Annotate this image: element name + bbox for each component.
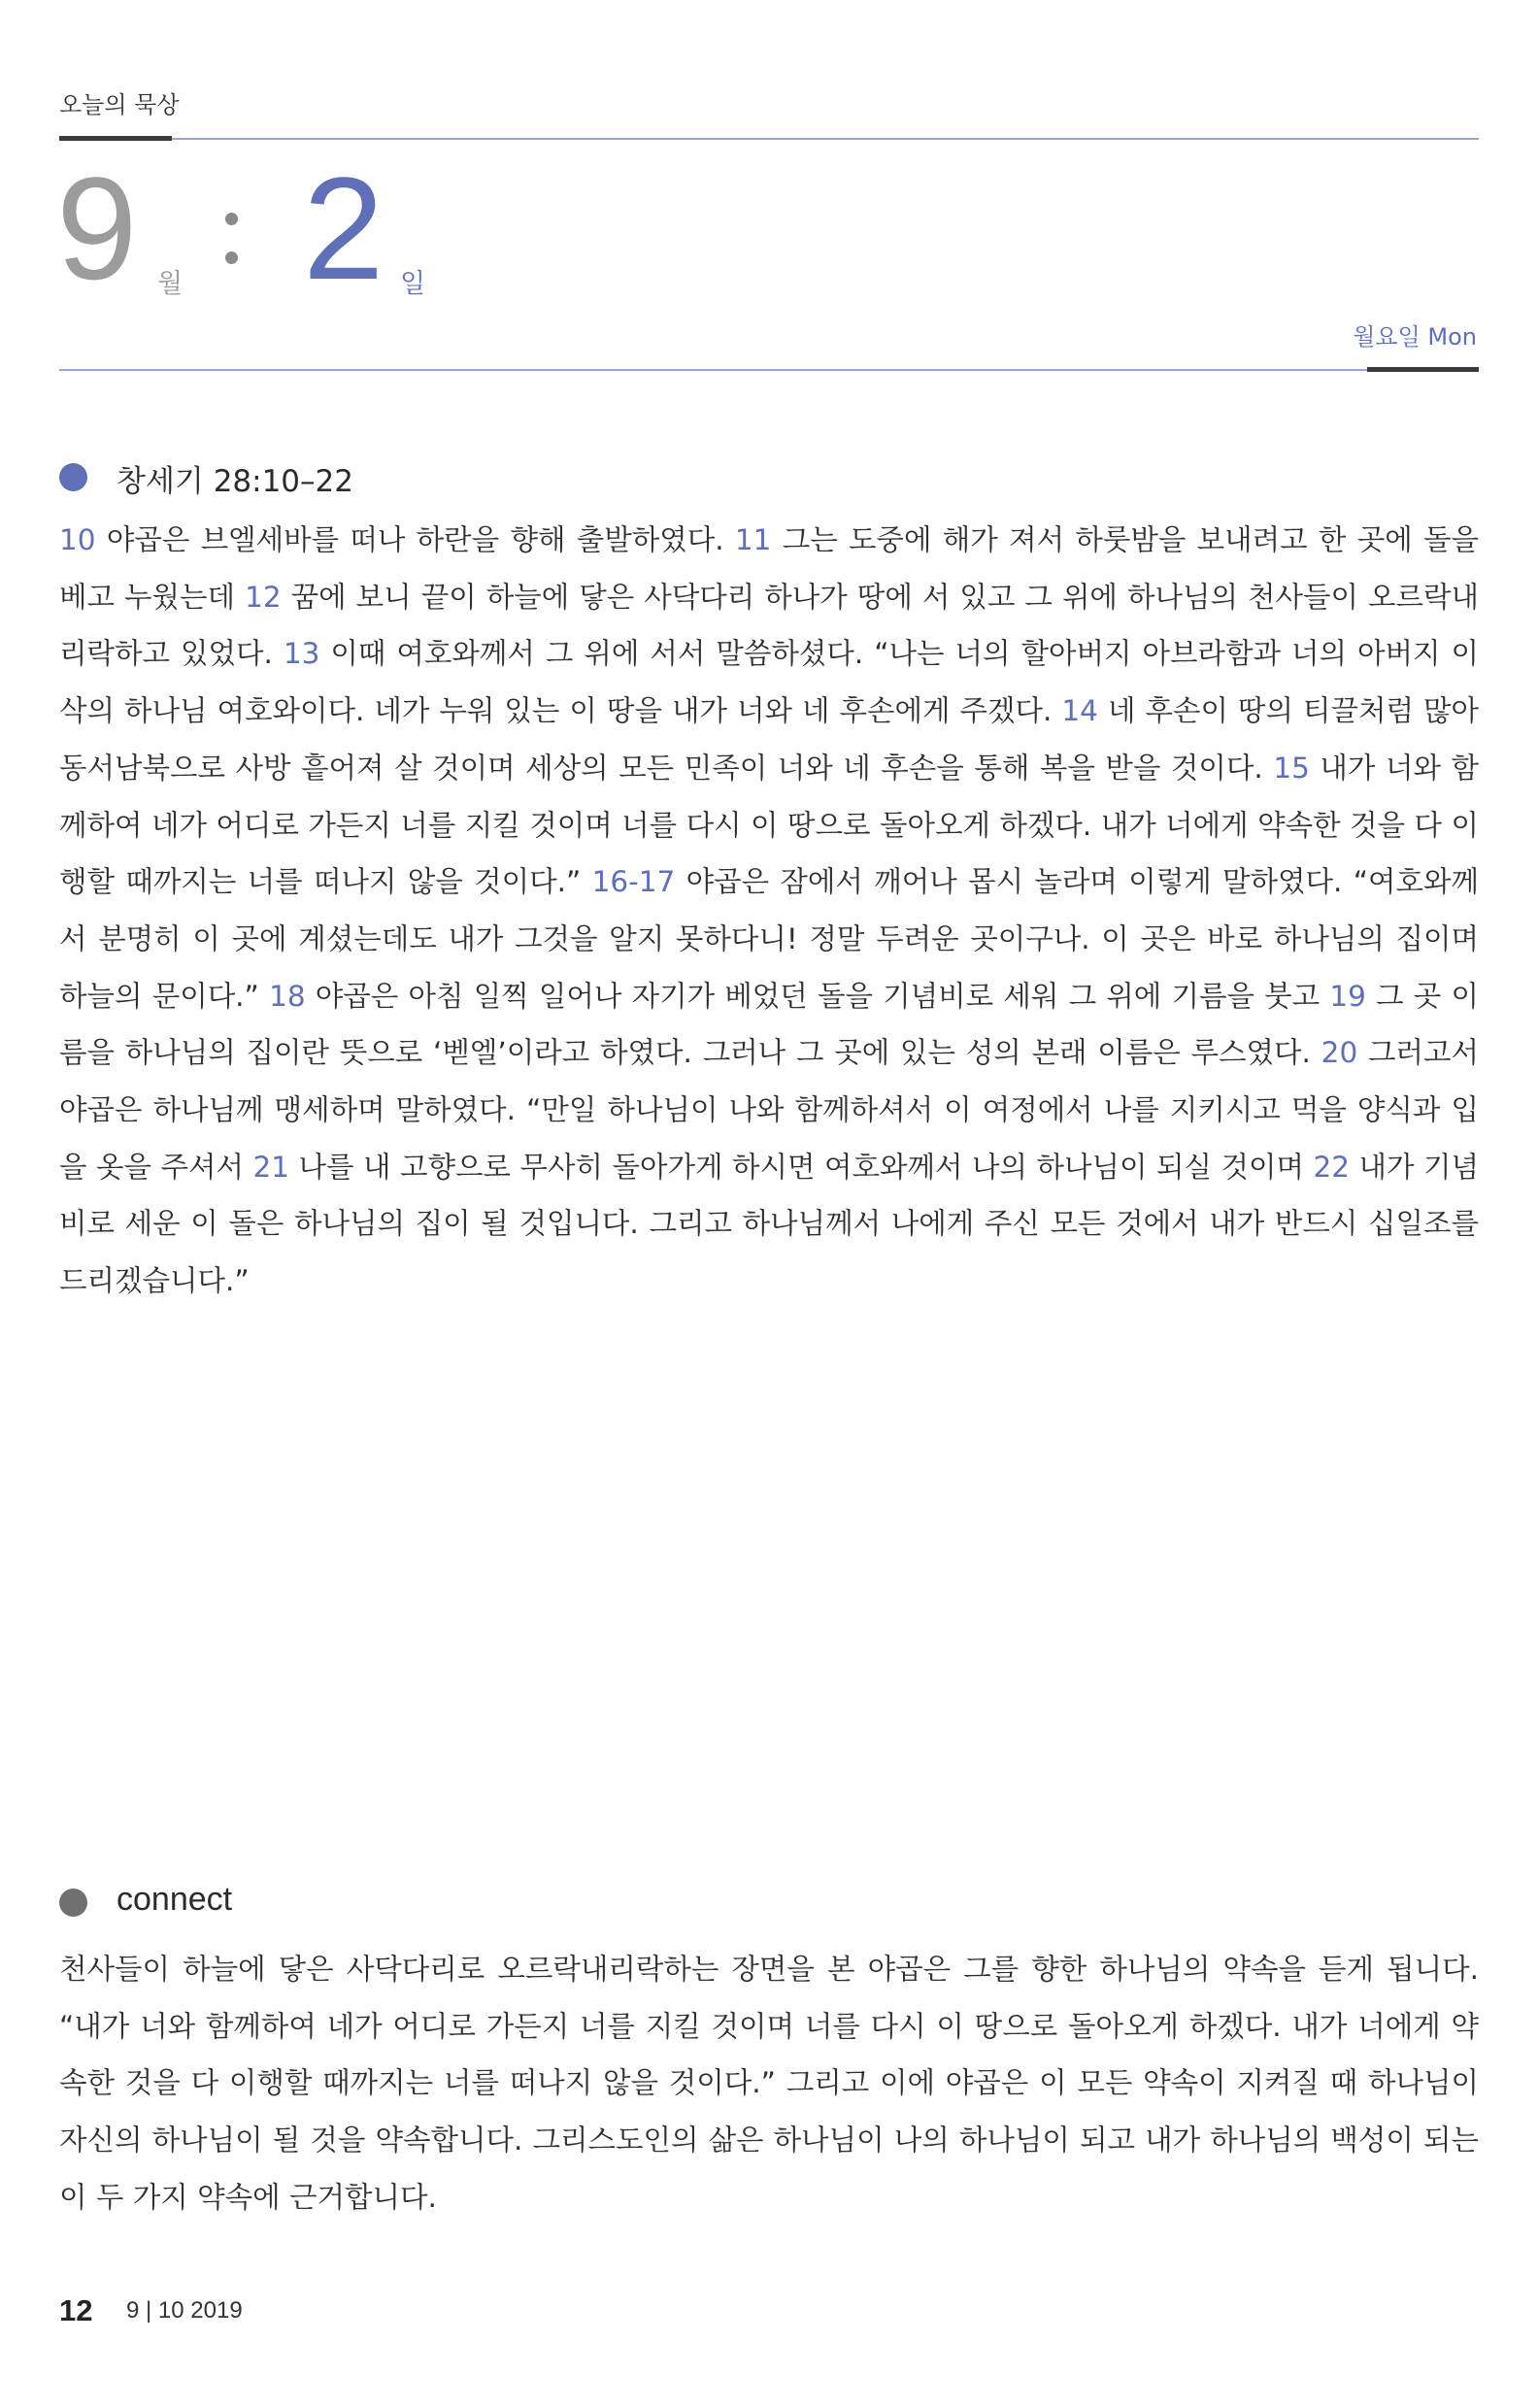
header-accent-bar xyxy=(59,136,172,141)
header-divider xyxy=(59,138,1479,140)
verse-text: 그는 도중에 해가 져서 하룻밤을 보내려고 한 곳에 돌을 베고 누웠는데 xyxy=(59,523,1479,614)
verse-number: 19 xyxy=(1329,979,1366,1013)
scripture-title: 창세기 28:10–22 xyxy=(117,464,353,499)
verse-text: 꿈에 보니 끝이 하늘에 닿은 사닥다리 하나가 땅에 서 있고 그 위에 하나님의 천사들이 오르락내리락하고 있었다. xyxy=(59,580,1479,671)
connect-bullet-icon xyxy=(59,1889,87,1917)
section-label: 오늘의 묵상 xyxy=(59,91,180,118)
issue-date: 9 | 10 2019 xyxy=(126,2297,243,2324)
date-divider xyxy=(59,369,1479,371)
verse-number: 12 xyxy=(245,580,282,614)
verse-text: 내가 너와 함께하여 네가 어디로 가든지 너를 지킬 것이며 너를 다시 이 땅으로 돌아오게 하겠다. 내가 너에게 약속한 것을 다 이행할 때까지는 너를 떠나지 않을 것이다.” xyxy=(59,751,1479,899)
verse-number: 16-17 xyxy=(591,865,676,899)
verse-number: 14 xyxy=(1061,694,1098,728)
verse-number: 22 xyxy=(1313,1150,1350,1184)
date-separator-dot xyxy=(225,251,238,264)
month-number: 9 xyxy=(56,147,138,310)
scripture-passage xyxy=(59,512,1479,1310)
page-number: 12 xyxy=(59,2293,93,2327)
verse-number: 20 xyxy=(1321,1036,1358,1070)
verse-text: 그 곳 이름을 하나님의 집이란 뜻으로 ‘벧엘’이라고 하였다. 그러나 그 곳에 있는 성의 본래 이름은 루스였다. xyxy=(59,979,1480,1070)
verse-text: 야곱은 잠에서 깨어나 몹시 놀라며 이렇게 말하였다. “여호와께서 분명히 이 곳에 계셨는데도 내가 그것을 알지 못하다니! 정말 두려운 곳이구나. 이 곳은 바로 하나님의 집이며 하늘의 문이다.” xyxy=(59,865,1479,1013)
month-unit: 월 xyxy=(157,269,184,299)
verse-number: 10 xyxy=(59,523,96,556)
verse-number: 11 xyxy=(734,523,772,556)
day-unit: 일 xyxy=(400,269,426,299)
verse-text: 네 후손이 땅의 티끌처럼 많아 동서남북으로 사방 흩어져 살 것이며 세상의 모든 민족이 너와 네 후손을 통해 복을 받을 것이다. xyxy=(59,694,1479,785)
date-accent-bar xyxy=(1367,367,1479,372)
verse-text: 야곱은 브엘세바를 떠나 하란을 향해 출발하였다. xyxy=(95,523,735,556)
scripture-bullet-icon xyxy=(59,463,87,491)
date-separator-dot xyxy=(225,213,238,225)
verse-text: 그러고서 야곱은 하나님께 맹세하며 말하였다. “만일 하나님이 나와 함께하셔서 이 여정에서 나를 지키시고 먹을 양식과 입을 옷을 주셔서 xyxy=(59,1036,1479,1184)
verse-text: 야곱은 아침 일찍 일어나 자기가 베었던 돌을 기념비로 세워 그 위에 기름을 붓고 xyxy=(305,979,1330,1013)
verse-number: 21 xyxy=(252,1150,290,1184)
verse-text: 내가 기념비로 세운 이 돌은 하나님의 집이 될 것입니다. 그리고 하나님께서 나에게 주신 모든 것에서 내가 반드시 십일조를 드리겠습니다.” xyxy=(59,1150,1479,1298)
verse-text: 나를 내 고향으로 무사히 돌아가게 하시면 여호와께서 나의 하나님이 되실 것이며 xyxy=(289,1150,1314,1184)
verse-number: 15 xyxy=(1273,751,1310,785)
verse-number: 18 xyxy=(269,979,306,1013)
day-number: 2 xyxy=(303,147,384,310)
verse-number: 13 xyxy=(283,637,320,671)
connect-text: 천사들이 하늘에 닿은 사닥다리로 오르락내리락하는 장면을 본 야곱은 그를 향한 하나님의 약속을 듣게 됩니다. “내가 너와 함께하여 네가 어디로 가든지 너를 지킬 것이며 너를 다시 이 땅으로 돌아오게 하겠다. 내가 너에게 약속한 것을 다 이행할 때까지는 너를 떠나지 않을 것이다.” 그리고 이에 야곱은 이 모든 약속이 지켜질 때 하나님이 자신의 하나님이 될 것을 약속합니다. 그리스도인의 삶은 하나님이 나의 하나님이 되고 내가 하나님의 백성이 되는 이 두 가지 약속에 근거합니다. xyxy=(59,1953,1479,2214)
connect-title: connect xyxy=(117,1881,233,1918)
weekday-label: 월요일 Mon xyxy=(1353,323,1477,351)
verse-text: 이때 여호와께서 그 위에 서서 말씀하셨다. “나는 너의 할아버지 아브라함과 너의 아버지 이삭의 하나님 여호와이다. 네가 누워 있는 이 땅을 내가 너와 네 후손에게 주겠다. xyxy=(59,637,1479,728)
